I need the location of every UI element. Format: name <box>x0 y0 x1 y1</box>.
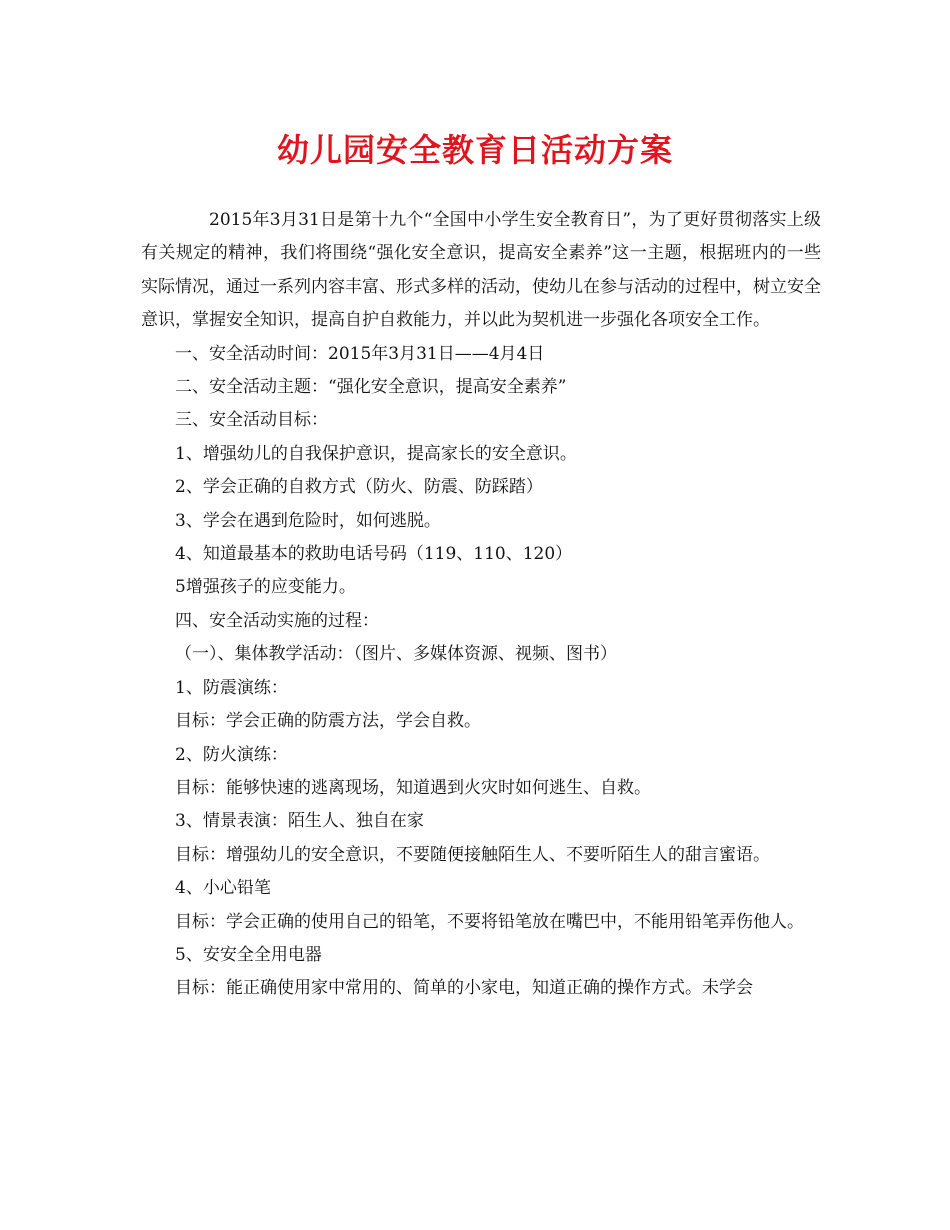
activity-goal: 目标：增强幼儿的安全意识，不要随便接触陌生人、不要听陌生人的甜言蜜语。 <box>175 844 770 865</box>
activity-item: 5、安安全全用电器 <box>175 944 322 965</box>
section-process-heading: 四、安全活动实施的过程： <box>175 610 379 631</box>
activity-item: 2、防火演练： <box>175 744 288 765</box>
activity-goal: 目标：能够快速的逃离现场，知道遇到火灾时如何逃生、自救。 <box>175 777 651 798</box>
goal-item: 2、学会正确的自救方式（防火、防震、防踩踏） <box>175 477 543 498</box>
section-time: 一、安全活动时间：2015年3月31日——4月4日 <box>175 343 545 364</box>
section-goals-heading: 三、安全活动目标： <box>175 410 328 431</box>
activity-goal: 目标：学会正确的使用自己的铅笔，不要将铅笔放在嘴巴中，不能用铅笔弄伤他人。 <box>175 911 804 932</box>
goal-item: 4、知道最基本的救助电话号码（119、110、120） <box>175 544 573 565</box>
document-title: 幼儿园安全教育日活动方案 <box>276 131 673 169</box>
goal-item: 3、学会在遇到危险时，如何逃脱。 <box>175 510 441 531</box>
activity-item: 4、小心铅笔 <box>175 878 271 899</box>
activity-item: 3、情景表演：陌生人、独自在家 <box>175 811 424 832</box>
intro-paragraph: 2015年3月31日是第十九个“全国中小学生安全教育日”，为了更好贯彻落实上级有关规定的精神，我们将围绕“强化安全意识，提高安全素养”这一主题，根据班内的一些实际情况，通过一系列内容丰富、形式多样的活动，使幼儿在参与活动的过程中，树立安全意识，掌握安全知识，提高自护自救能力，并以此为契机进一步强化各项安全工作。 <box>141 210 821 331</box>
goal-item: 1、增强幼儿的自我保护意识，提高家长的安全意识。 <box>175 443 577 464</box>
subsection-heading: （一）、集体教学活动：（图片、多媒体资源、视频、图书） <box>175 644 617 665</box>
activity-goal: 目标：学会正确的防震方法，学会自救。 <box>175 711 481 732</box>
document-body <box>141 204 821 1006</box>
section-theme: 二、安全活动主题：“强化安全意识，提高安全素养” <box>175 377 567 398</box>
activity-goal: 目标：能正确使用家中常用的、简单的小家电，知道正确的操作方式。未学会 <box>175 978 753 999</box>
goal-item: 5增强孩子的应变能力。 <box>175 577 356 598</box>
activity-item: 1、防震演练： <box>175 677 288 698</box>
